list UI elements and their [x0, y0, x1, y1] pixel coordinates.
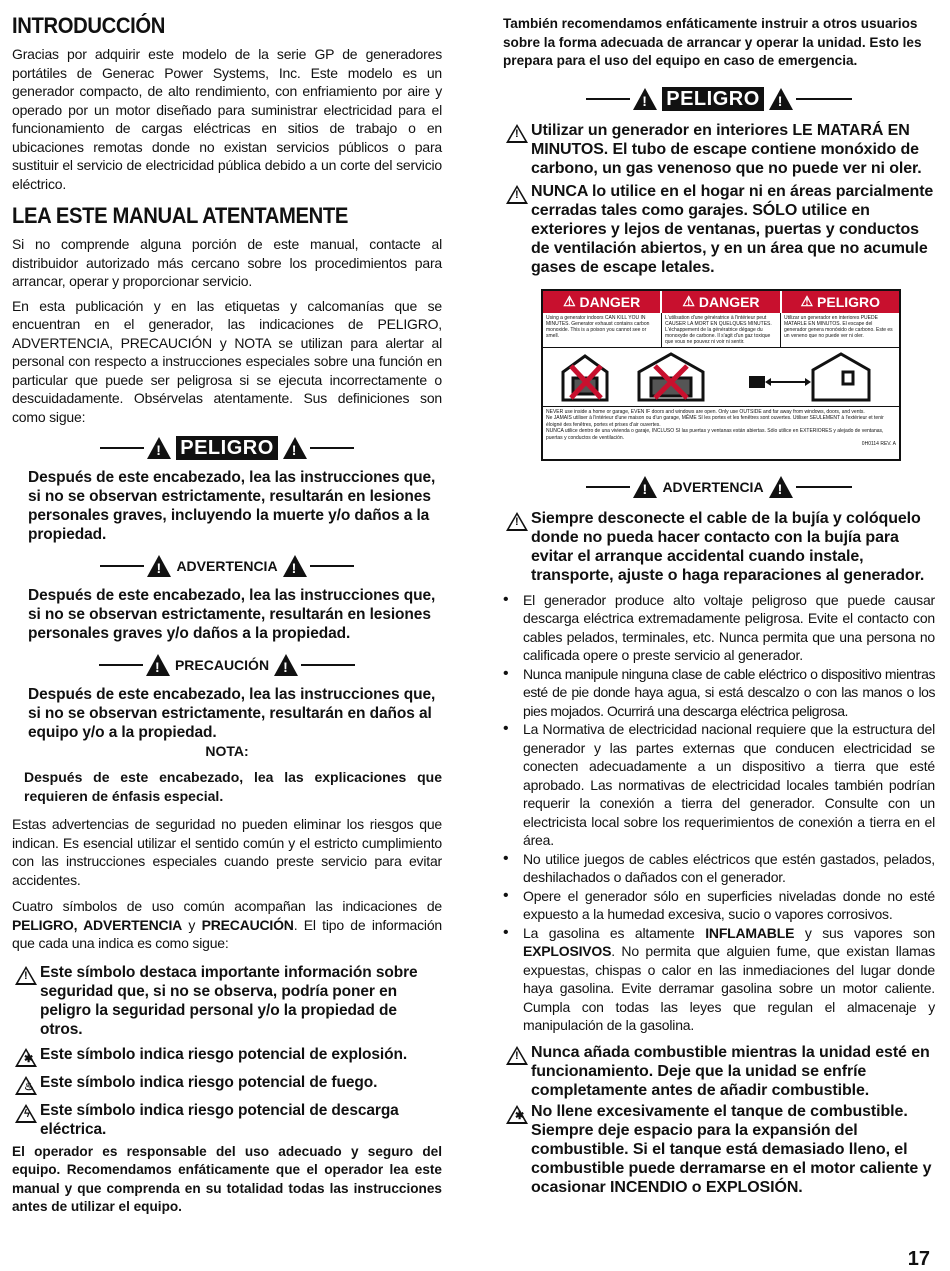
symbol-explosion-item [12, 1045, 442, 1067]
advertencia-signal [12, 552, 442, 580]
explosion-icon: ✱ [15, 1048, 37, 1067]
label-footer-en: NEVER use inside a home or garage, EVEN IF doors and windows are open. Only use OUTSIDE and far away from windows, doors, and vents. [546, 408, 865, 415]
peligro-signal [12, 434, 442, 462]
refuel-warning-text: Nunca añada combustible mientras la unidad esté en funcionamiento. Deje que la unidad se enfríe completamente antes de añadir combustible. [531, 1043, 930, 1099]
explosion-icon: ✱ [506, 1105, 528, 1124]
warning-triangle-icon [147, 437, 171, 459]
safety-alert-icon: ! [506, 185, 528, 204]
precaucion-definition: Después de este encabezado, lea las instrucciones que, si no se observan estrictamente, resultarán en daños al equipo y/o a la propiedad. [28, 686, 436, 741]
warning-triangle-icon [769, 88, 793, 110]
label-text-es: Utilizar un generador en interiores PUEDE MATARLE EN MINUTOS. El escape del generador genera monóxido de carbono. Este es un veneno que no puede ver ni oler. [784, 314, 893, 339]
list-item-gasoline: • La gasolina es altamente INFLAMABLE y sus vapores son EXPLOSIVOS. No permita que alguien fume, que existan llamas expuestas, chispas o calor en las inmediaciones del lugar donde haya gasolina. Evite derramar gasolina sobre un motor caliente. Cumpla con todas las leyes que regulan el almacenaje y manipulación de la gasolina. [503, 924, 935, 1035]
safety-alert-icon: ! [506, 124, 528, 143]
danger-indoors-item [503, 121, 935, 178]
intro-heading: INTRODUCCIÓN [12, 13, 166, 38]
label-footer-fr: Ne JAMAIS utiliser à l'intérieur d'une maison ou d'un garage, MÊME SI les portes et les fenêtres sont ouvertes. Utiliser SEULEMENT à l'extérieur et tenir éloigné des fenêtres, portes et prises d'air ouvertes. [546, 415, 884, 428]
list-item: • El generador produce alto voltaje peligroso que puede causar descarga eléctrica extremadamente peligrosa. Evite el contacto con cables pelados, terminales, etc. Nunca permita que una persona no calificada opere o preste servicio al generador. [503, 591, 935, 665]
symbol-shock-text: Este símbolo indica riesgo potencial de descarga eléctrica. [40, 1101, 399, 1138]
refuel-warning-item [503, 1043, 935, 1100]
advertencia-signal-right [503, 473, 935, 501]
label-header-danger-fr: ⚠ DANGER [662, 291, 781, 313]
label-header-peligro-es: ⚠ PELIGRO [782, 291, 899, 313]
label-footer-es: NUNCA utilice dentro de una vivienda o garaje, INCLUSO SI las puertas y ventanas están abiertas. Sólo utilice en EXTERIORES y alejado de ventanas, puertas y conductos de ventilación. [546, 428, 884, 441]
warning-triangle-icon [283, 555, 307, 577]
symbol-fire-item [12, 1073, 442, 1095]
safety-alert-icon: ! [506, 512, 528, 531]
peligro-definition: Después de este encabezado, lea las instrucciones que, si no se observan estrictamente, resultarán en lesiones personales graves, incluyendo la muerte y/o daños a la propiedad. [28, 469, 436, 543]
symbol-explosion-text: Este símbolo indica riesgo potencial de explosión. [40, 1045, 408, 1063]
label-text-en: Using a generator indoors CAN KILL YOU IN MINUTES. Generator exhaust contains carbon monoxide. This is a poison you cannot see or smell. [543, 313, 662, 347]
peligro-word: PELIGRO [176, 436, 278, 460]
label-header-danger-en: ⚠ DANGER [543, 291, 662, 313]
list-item: • Nunca manipule ninguna clase de cable eléctrico o dispositivo mientras esté de pie donde haya agua, si está descalzo o con las manos o los pies mojados. Ocurrirá una descarga eléctrica peligrosa. [503, 665, 935, 721]
nota-word: NOTA: [205, 743, 249, 759]
overfill-warning-item [503, 1102, 935, 1197]
danger-indoors-text: Utilizar un generador en interiores LE MATARÁ EN MINUTOS. El tubo de escape contiene monóxido de carbono, un gas venenoso que no puede ver ni oler. [531, 121, 922, 177]
spark-plug-warning-item [503, 509, 935, 585]
instruct-others-paragraph: También recomendamos enfáticamente instruir a otros usuarios sobre la forma adecuada de arrancar y operar la unidad. Esto les prepara para el uso del equipo en caso de emergencia. [503, 16, 922, 68]
danger-never-indoors-item [503, 182, 935, 277]
nota-definition: Después de este encabezado, lea las explicaciones que requieren de énfasis especial. [24, 769, 442, 804]
symbols-intro-paragraph: Cuatro símbolos de uso común acompañan las indicaciones de PELIGRO, ADVERTENCIA y PRECAUCIÓN. El tipo de información que cada una indica es como sigue: [12, 898, 443, 951]
read-manual-paragraph-2: En esta publicación y en las etiquetas y calcomanías que se encuentran en el generador, las indicaciones de PELIGRO, ADVERTENCIA, PRECAUCIÓN y NOTA se utilizan para alertar al personal con respecto a instrucciones especiales sobre una función en particular que puede ser peligrosa si se ejecuta incorrectamente o descuidadamente. Obsérvelas atentamente. Sus definiciones son como sigue: [12, 297, 442, 425]
symbol-alert-item [12, 963, 442, 1039]
read-manual-paragraph-1: Si no comprende alguna porción de este manual, contacte al distribuidor autorizado más cercano sobre los procedimientos para arrancar, operar y proporcionar servicio. [12, 236, 442, 289]
warning-triangle-icon [274, 654, 298, 676]
precaucion-word: PRECAUCIÓN [174, 657, 270, 673]
symbol-shock-item [12, 1101, 442, 1139]
label-pictogram-svg [543, 348, 895, 406]
list-item: • No utilice juegos de cables eléctricos que estén gastados, pelados, deshilachados o dañados con el generador. [503, 850, 935, 887]
precaucion-signal [12, 651, 442, 679]
fire-icon: ♨ [15, 1076, 37, 1095]
peligro-word-right: PELIGRO [662, 87, 764, 111]
danger-never-indoors-text: NUNCA lo utilice en el hogar ni en áreas parcialmente cerradas tales como garajes. SÓLO utilice en exteriores y lejos de ventanas, puertas y conductos de ventilación abiertos, y en un área que no acumule gases de escape letales. [531, 182, 934, 276]
spark-plug-warning-text: Siempre desconecte el cable de la bujía y colóquelo donde no pueda hacer contacto con la bujía para evitar el arranque accidental cuando instale, transporte, ajuste o haga reparaciones al generador. [531, 509, 925, 584]
co-danger-label-image [541, 289, 901, 461]
intro-paragraph: Gracias por adquirir este modelo de la serie GP de generadores portátiles de Generac Power Systems, Inc. Este modelo es un generador compacto, de alto rendimiento, con enfriamiento por aire y operado por un motor diseñado para suministrar electricidad para el funcionamiento de cargas eléctricas en sitios de trabajo o en ubicaciones remotas donde no existan servicios públicos o para sustituir el servicio de electricidad pública debido a un corte del servicio eléctrico. [12, 46, 442, 192]
safety-alert-icon: ! [15, 966, 37, 985]
symbol-fire-text: Este símbolo indica riesgo potencial de fuego. [40, 1073, 378, 1091]
overfill-warning-text: No llene excesivamente el tanque de combustible. Siempre deje espacio para la expansión del combustible. Si el tanque está demasiado lleno, el combustible puede derramarse en el motor caliente y ocasionar INCENDIO o EXPLOSIÓN. [531, 1102, 932, 1196]
advertencia-word: ADVERTENCIA [176, 558, 278, 574]
warning-triangle-icon [769, 476, 793, 498]
label-code: 0H0114 REV. A [861, 441, 896, 447]
left-column [12, 0, 442, 1217]
list-item: • La Normativa de electricidad nacional requiere que la estructura del generador y las partes externas que conducen electricidad se conecten adecuadamente a un dispositivo a tierra que esté aprobado. Las normativas de electricidad locales también podrían requerir la conexión a tierra del generador. Consulte con un electricista local sobre los requerimientos de conexión a tierra en el área. [503, 720, 935, 850]
advertencia-word-right: ADVERTENCIA [662, 478, 764, 495]
operator-responsibility: El operador es responsable del uso adecuado y seguro del equipo. Recomendamos enfáticamente que el operador lea este manual y que comprenda en su totalidad todas las instrucciones antes de utilizar el equipo. [12, 1143, 442, 1214]
safety-paragraph: Estas advertencias de seguridad no pueden eliminar los riesgos que indican. Es esencial utilizar el sentido común y el estricto cumplimiento con las instrucciones especiales cuando preste servicio para evitar accidentes. [12, 816, 442, 888]
warning-triangle-icon [283, 437, 307, 459]
warning-bullets [503, 591, 935, 1035]
page-number: 17 [907, 1248, 930, 1270]
warning-triangle-icon [633, 476, 657, 498]
symbol-alert-text: Este símbolo destaca importante información sobre seguridad que, si no se observa, podría poner en peligro la seguridad personal y/o la propiedad de otros. [40, 963, 418, 1038]
right-column [503, 0, 935, 1197]
safety-alert-icon: ! [506, 1046, 528, 1065]
warning-triangle-icon [633, 88, 657, 110]
electric-shock-icon: ϟ [15, 1104, 37, 1123]
warning-triangle-icon [147, 555, 171, 577]
list-item: • Opere el generador sólo en superficies niveladas donde no esté expuesto a la humedad excesiva, sucio o vapores corrosivos. [503, 887, 935, 924]
read-manual-heading: LEA ESTE MANUAL ATENTAMENTE [12, 203, 349, 228]
label-text-fr: L'utilisation d'une génératrice à l'intérieur peut CAUSER LA MORT EN QUELQUES MINUTES. L'échappement de la génératrice dégage du monoxyde de carbone. Il s'agit d'un gaz toxique que vous ne pouvez ni voir ni sentir. [662, 313, 781, 347]
advertencia-definition: Después de este encabezado, lea las instrucciones que, si no se observan estrictamente, resultarán en lesiones personales graves y/o daños a la propiedad. [28, 587, 436, 642]
peligro-signal-right [503, 85, 935, 113]
label-pictograms [543, 347, 899, 407]
warning-triangle-icon [146, 654, 170, 676]
